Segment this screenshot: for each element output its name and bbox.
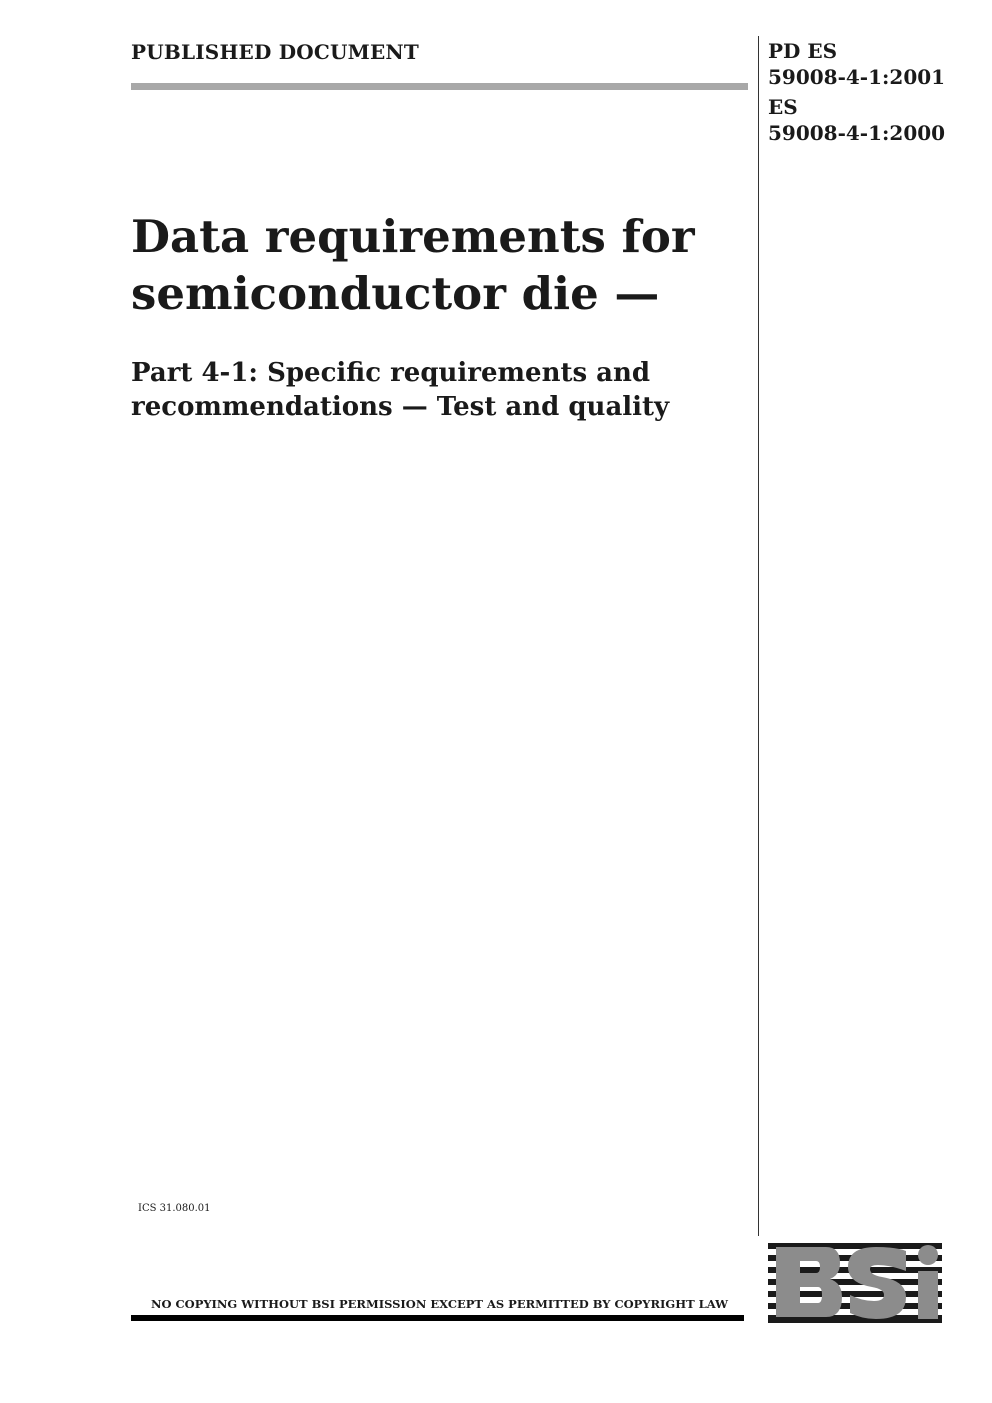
ics-code: ICS 31.080.01	[138, 1203, 211, 1214]
header-rule	[131, 83, 748, 90]
title-line-1: Data requirements for	[131, 210, 695, 263]
vertical-divider	[758, 36, 759, 1236]
publication-type-label: PUBLISHED DOCUMENT	[131, 40, 419, 64]
footer-rule	[131, 1315, 744, 1321]
subtitle-line-1: Part 4-1: Specific requirements and	[131, 358, 651, 388]
bsi-logo	[768, 1243, 942, 1323]
title-line-2: semiconductor die —	[131, 267, 660, 320]
es-label: ES	[768, 95, 798, 119]
pd-es-label: PD ES	[768, 39, 838, 63]
document-identifiers	[768, 38, 945, 146]
copyright-notice: NO COPYING WITHOUT BSI PERMISSION EXCEPT AS PERMITTED BY COPYRIGHT LAW	[150, 1297, 729, 1311]
pd-es-number: 59008-4-1:2001	[768, 65, 946, 89]
es-number: 59008-4-1:2000	[768, 121, 946, 145]
document-subtitle	[131, 356, 731, 424]
subtitle-line-2: recommendations — Test and quality	[131, 392, 670, 422]
document-title	[131, 208, 731, 322]
